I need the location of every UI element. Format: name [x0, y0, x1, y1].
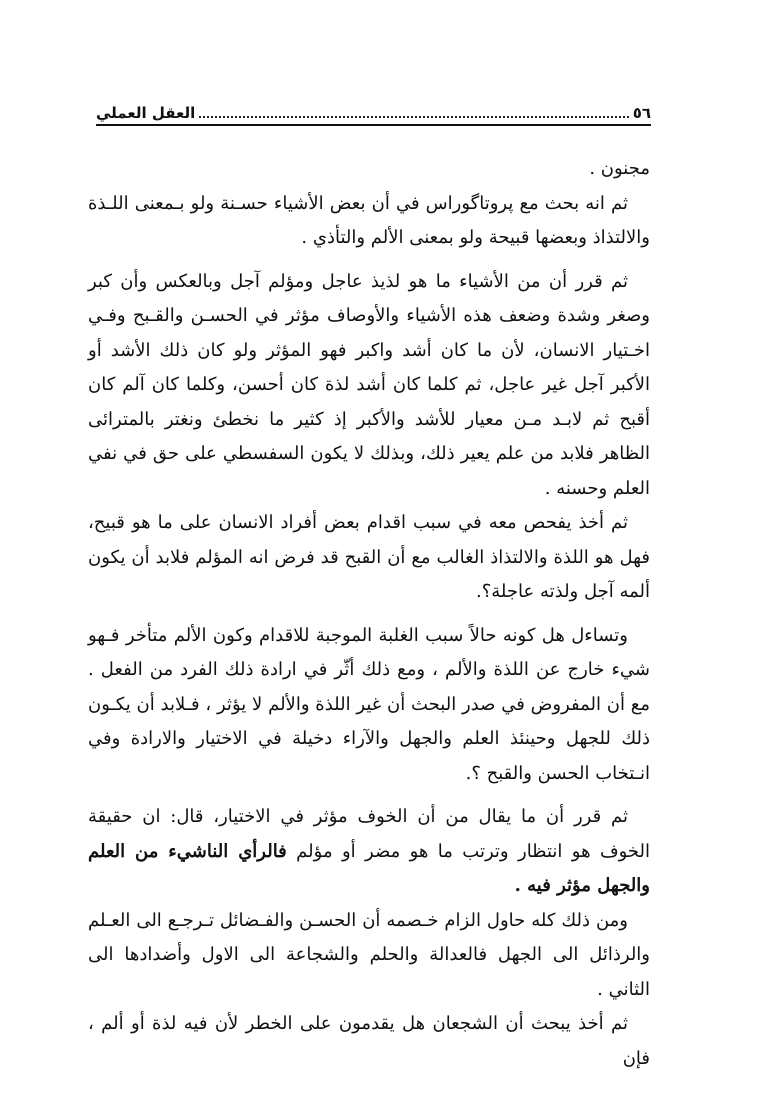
header-dot-leader	[199, 115, 628, 118]
paragraph: ثم أخذ يبحث أن الشجعان هل يقدمون على الخطر لأن فيه لذة أو ألم ، فإن	[88, 1013, 650, 1069]
bold-phrase: فالرأي الناشيء من العلم والجهل مؤثر فيه .	[88, 840, 650, 896]
body-text	[88, 152, 650, 1076]
paragraph-continuation: مجنون .	[589, 158, 650, 179]
paragraph: ثم أخذ يفحص معه في سبب اقدام بعض أفراد الانسان على ما هو قبيح، فهل هو اللذة والالتذاذ الغالب مع أن القبح قد فرض انه المؤلم فلابد أن يكون ألمه آجل ولذته عاجلة؟.	[88, 512, 650, 602]
paragraph: ومن ذلك كله حاول الزام خـصمه أن الحسـن والفـضائل تـرجـع الى العـلم والرذائل الى الجهل فالعدالة والحلم والشجاعة الى الاول وأضدادها الى الثاني .	[88, 909, 650, 1000]
paragraph: ثم قرر أن من الأشياء ما هو لذيذ عاجل ومؤلم آجل وبالعكس وأن كبر وصغر وشدة وضعف هذه الأشياء والأوصاف مؤثر في الحسـن والقـبح وفـي اخـتيار الانسان، لأن ما كان أشد واكبر فهو المؤثر ولو كان ذلك الأشد أو الأكبر آجل غير عاجل، ثم كلما كان أشد لذة كان أحسن، وكلما كان آلم كان أقبح ثم لابـد مـن معيار للأشد والأكبر إذ كثير ما نخطئ ونغتر بالمترائى الظاهر فلابد من علم يعير ذلك، وبذلك لا يكون السفسطي على حق في نفي العلم وحسنه .	[88, 270, 650, 499]
running-title: العقل العملي	[96, 104, 196, 122]
page-header	[96, 94, 651, 126]
paragraph	[88, 800, 650, 904]
page-number: ٥٦	[632, 104, 651, 122]
paragraph: وتساءل هل كونه حالاً سبب الغلبة الموجبة للاقدام وكون الألم متأخر فـهو شيء خارج عن اللذة والألم ، ومع ذلك أثّر في ارادة ذلك الفرد من الفعل . مع أن المفروض في صدر البحث أن غير اللذة والألم لا يؤثر ، فـلابد أن يكـون ذلك للجهل وحينئذ العلم والجهل والآراء دخيلة في الاختيار والارادة وفي انـتخاب الحسن والقبح ؟.	[88, 624, 650, 784]
paragraph-text: ثم قرر أن ما يقال من أن الخوف مؤثر في الاختيار، قال: ان حقيقة الخوف هو انتظار وترتب ما هو مضر أو مؤلم	[88, 806, 651, 862]
paragraph: ثم انه بحث مع پروتاگوراس في أن بعض الأشياء حسـنة ولو بـمعنى اللـذة والالتذاذ وبعضها قبيحة ولو بمعنى الألم والتأذي .	[88, 192, 650, 248]
